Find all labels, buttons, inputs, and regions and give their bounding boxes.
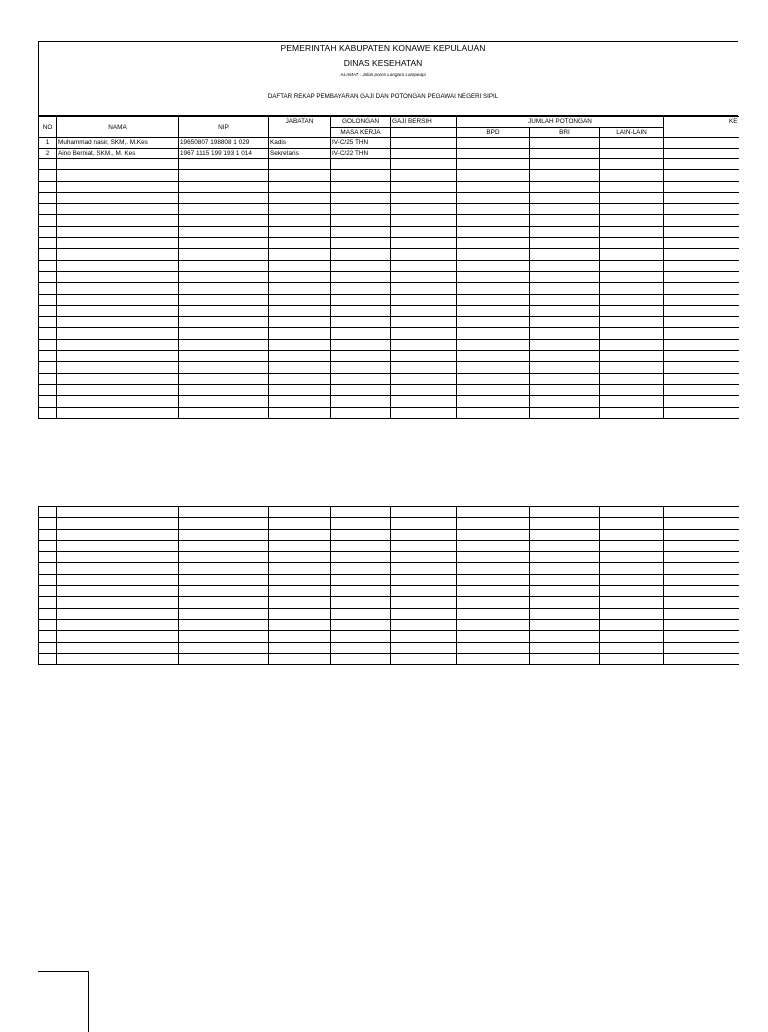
col-masa-kerja-header: MASA KERJA bbox=[340, 128, 381, 136]
empty-row bbox=[39, 159, 739, 170]
empty-row bbox=[39, 328, 739, 339]
empty-row bbox=[39, 574, 739, 585]
table-row bbox=[39, 138, 739, 149]
col-jabatan-header: JABATAN bbox=[285, 118, 314, 125]
table-row bbox=[39, 148, 739, 159]
cell-nip: 1967 1115 199 193 1 014 bbox=[179, 148, 269, 159]
main-table bbox=[38, 116, 739, 419]
cell-golongan: IV-C/22 THN bbox=[331, 148, 391, 159]
cell-nama: Muhammad nasir, SKM,. M.Kes bbox=[57, 138, 179, 149]
empty-row bbox=[39, 384, 739, 395]
empty-row bbox=[39, 260, 739, 271]
empty-row bbox=[39, 215, 739, 226]
empty-row bbox=[39, 507, 739, 518]
secondary-table bbox=[38, 506, 739, 665]
empty-row bbox=[39, 192, 739, 203]
address-line: ALAMAT : Jalan poros Langara Lampeapi bbox=[340, 72, 426, 77]
empty-row bbox=[39, 351, 739, 362]
col-lain-header: LAIN-LAIN bbox=[616, 128, 647, 136]
empty-row bbox=[39, 226, 739, 237]
cell-jabatan: Sekretaris bbox=[269, 148, 331, 159]
col-nama-header: NAMA bbox=[108, 123, 127, 131]
empty-row bbox=[39, 249, 739, 260]
empty-row bbox=[39, 619, 739, 630]
document-title: DAFTAR REKAP PEMBAYARAN GAJI DAN POTONGAN PEGAWAI NEGERI SIPIL bbox=[267, 93, 499, 100]
empty-row bbox=[39, 642, 739, 653]
empty-row bbox=[39, 563, 739, 574]
empty-row bbox=[39, 407, 739, 418]
empty-row bbox=[39, 339, 739, 350]
empty-row bbox=[39, 294, 739, 305]
header-row-1 bbox=[39, 117, 739, 128]
col-potongan-header: JUMLAH POTONGAN bbox=[528, 118, 592, 126]
col-golongan-header: GOLONGAN bbox=[342, 118, 379, 126]
col-ket-header: KE bbox=[728, 118, 738, 125]
empty-row bbox=[39, 631, 739, 642]
empty-row bbox=[39, 586, 739, 597]
agency-title: DINAS KESEHATAN bbox=[343, 58, 423, 68]
cell-nip: 19650807 198808 1 029 bbox=[179, 138, 269, 149]
col-nip-header: NIP bbox=[218, 123, 229, 131]
cell-no: 1 bbox=[39, 138, 57, 149]
empty-row bbox=[39, 362, 739, 373]
empty-row bbox=[39, 204, 739, 215]
empty-row bbox=[39, 597, 739, 608]
footer-frame bbox=[38, 971, 89, 1032]
empty-row bbox=[39, 283, 739, 294]
cell-no: 2 bbox=[39, 148, 57, 159]
empty-row bbox=[39, 238, 739, 249]
empty-row bbox=[39, 181, 739, 192]
empty-row bbox=[39, 317, 739, 328]
col-no-header: NO bbox=[42, 123, 53, 131]
empty-row bbox=[39, 396, 739, 407]
empty-row bbox=[39, 170, 739, 181]
col-bpd-header: BPD bbox=[486, 128, 500, 136]
empty-row bbox=[39, 305, 739, 316]
empty-row bbox=[39, 529, 739, 540]
empty-row bbox=[39, 552, 739, 563]
empty-row bbox=[39, 653, 739, 664]
cell-nama: Aino Berniat, SKM., M. Kes bbox=[57, 148, 179, 159]
cell-jabatan: Kadis bbox=[269, 138, 331, 149]
empty-row bbox=[39, 271, 739, 282]
col-gaji-header: GAJI BERSIH bbox=[392, 118, 432, 126]
gov-title: PEMERINTAH KABUPATEN KONAWE KEPULAUAN bbox=[280, 43, 486, 53]
empty-row bbox=[39, 518, 739, 529]
empty-row bbox=[39, 540, 739, 551]
empty-row bbox=[39, 608, 739, 619]
empty-row bbox=[39, 373, 739, 384]
cell-golongan: IV-C/25 THN bbox=[331, 138, 391, 149]
col-bri-header: BRI bbox=[559, 128, 570, 136]
